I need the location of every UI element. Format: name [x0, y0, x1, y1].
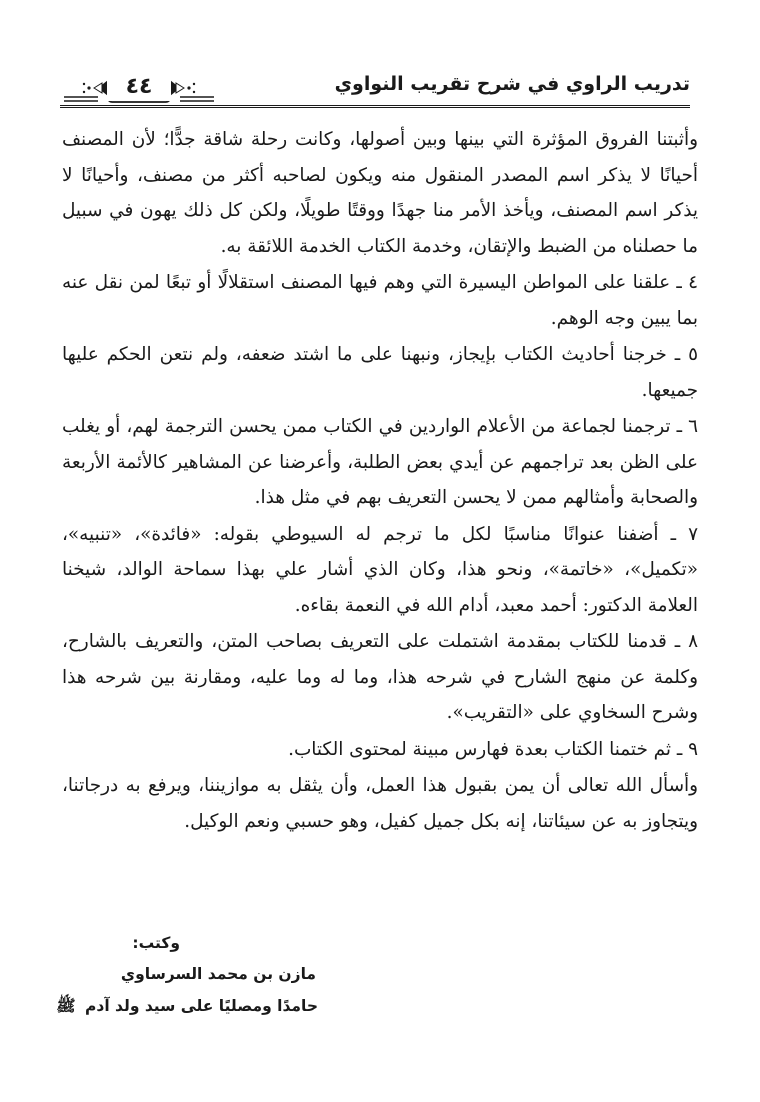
body-text — [62, 122, 698, 839]
pbuh-icon: ﷺ — [56, 996, 76, 1015]
paragraph-closing-prayer: وأسأل الله تعالى أن يمن بقبول هذا العمل، وأن يثقل به موازيننا، ويرفع به درجاتنا، ويتجاوز به عن سيئاتنا، إنه بكل جميل كفيل، وهو حسبي ونعم الوكيل. — [62, 775, 698, 832]
paragraph-item-5: ٥ ـ خرجنا أحاديث الكتاب بإيجاز، ونبهنا على ما اشتد ضعفه، ولم نتعن الحكم عليها جميعها. — [62, 344, 698, 401]
page-header — [60, 68, 690, 108]
signature-block — [0, 928, 318, 1022]
page-number: ٤٤ — [107, 73, 171, 101]
ornamental-frame-icon — [64, 68, 214, 108]
signature-written-by: وكتب: — [132, 934, 180, 952]
paragraph-item-7: ٧ ـ أضفنا عنوانًا مناسبًا لكل ما ترجم له السيوطي بقوله: «فائدة»، «تنبيه»، «تكميل»، «خاتمة»، ونحو هذا، وكان الذي أشار علي بهذا سماحة الوالد، شيخنا العلامة الدكتور: أحمد معبد، أدام الله في النعمة بقاءه. — [62, 523, 698, 616]
book-title: تدريب الراوي في شرح تقريب النواوي — [334, 73, 690, 95]
paragraph-item-9: ٩ ـ ثم ختمنا الكتاب بعدة فهارس مبينة لمحتوى الكتاب. — [288, 738, 698, 760]
paragraph-item-8: ٨ ـ قدمنا للكتاب بمقدمة اشتملت على التعريف بصاحب المتن، والتعريف بالشارح، وكلمة عن منهج الشارح في شرحه هذا، وما له وما عليه، ومقارنة بين شرحه هذا وشرح السخاوي على «التقريب». — [62, 631, 698, 723]
paragraph-item-6: ٦ ـ ترجمنا لجماعة من الأعلام الواردين في الكتاب ممن يحسن الترجمة لهم، أو يغلب على الظن بعد تراجمهم عن أيدي بعض الطلبة، وأعرضنا عن المشاهير كالأئمة الأربعة والصحابة وأمثالهم ممن لا يحسن التعريف بهم في مثل هذا. — [62, 416, 698, 508]
paragraph-item-4: ٤ ـ علقنا على المواطن اليسيرة التي وهم فيها المصنف استقلالًا أو تبعًا لمن نقل عنه بما يبين وجه الوهم. — [62, 272, 698, 329]
signature-closing-text: حامدًا ومصليًا على سيد ولد آدم — [85, 997, 318, 1015]
signature-author-name: مازن بن محمد السرساوي — [120, 965, 316, 983]
signature-closing-line — [0, 990, 318, 1022]
header-divider — [60, 105, 690, 108]
paragraph-intro: وأثبتنا الفروق المؤثرة التي بينها وبين أصولها، وكانت رحلة شاقة جدًّا؛ لأن المصنف أحيانًا لا يذكر اسم المصدر المنقول منه ويكون لصاحبه أكثر من مصنف، وأحيانًا لا يذكر اسم المصنف، ويأخذ الأمر منا جهدًا ووقتًا طويلًا، ولكن كل ذلك يهون في سبيل ما حصلناه من الضبط والإتقان، وخدمة الكتاب الخدمة اللائقة به. — [62, 129, 698, 257]
